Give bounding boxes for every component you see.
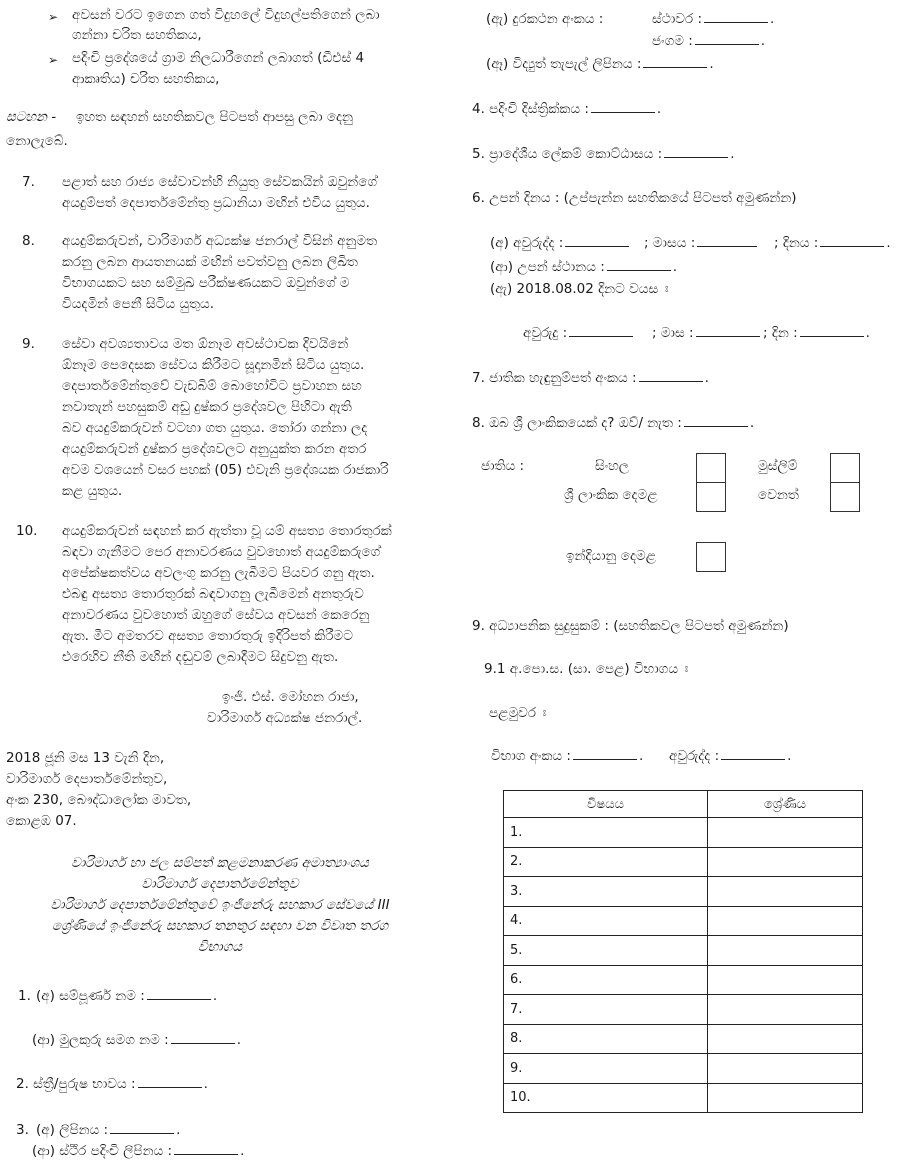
citizenship-label: 8. ඔබ ශ්‍රී ලාංකිකයෙක් ද? ඔව්/ නැත :	[472, 415, 682, 431]
row-number: 2.	[504, 847, 708, 877]
item-number: 9.	[22, 336, 35, 352]
indian-tamil-label: ඉන්දියානු දෙමළ	[566, 548, 657, 564]
item-8-line: වියදමින් පෙනී සිටිය යුතුය.	[62, 296, 215, 312]
sinhala-label: සිංහල	[595, 458, 630, 474]
item-9-line: ඕනෑම පෙදෙසක සේවය කිරීමට සූදානමින් සිටිය යුතුය.	[62, 357, 365, 373]
table-row[interactable]	[504, 877, 863, 907]
note-text: නොලැබේ.	[6, 133, 68, 149]
table-row[interactable]	[504, 906, 863, 936]
item-number: 8.	[22, 233, 35, 249]
row-number: 4.	[504, 906, 708, 936]
item-10-line: ඇත. මීට අමතරව අසත්‍ය තොරතුරු ඉදිරිපත් කිරීමට	[62, 628, 353, 644]
item-7-line: අයදුම්පත් දෙපාර්තමේන්තු ප්‍රධානියා මඟින් එවිය යුතුය.	[62, 195, 370, 211]
item-10-line: අයදුම්කරුවන් සඳහන් කර ඇත්තා වූ යම් අසත්‍ය තොරතුරක්	[62, 523, 392, 539]
birth-day-label: ; දිනය :	[774, 235, 819, 251]
bullet-line: පදිංචි ප්‍රදේශයේ ග්‍රාම නිලධාරීගෙන් ලබාගත් (ඩීඑස් 4	[72, 50, 365, 66]
permanent-address-field[interactable]: (ආ) ස්ථිර පදිංචි ලිපිනය : .	[32, 1143, 245, 1159]
sl-tamil-checkbox[interactable]	[696, 482, 726, 512]
ds-division-field[interactable]: 5. ප්‍රාදේශීය ලේකම් කොට්ඨාසය : .	[472, 146, 735, 162]
ds-division-label: 5. ප්‍රාදේශීය ලේකම් කොට්ඨාසය :	[472, 146, 663, 162]
item-8-line: විභාගයකට සහ සම්මුඛ පරීක්ෂණයකට ඔවුන්ගේ ම	[62, 275, 350, 291]
full-name-label: (අ) සම්පූර්ණ නම :	[36, 988, 145, 1004]
nic-label: 7. ජාතික හැඳුනුම්පත් අංකය :	[472, 370, 637, 386]
row-number: 1.	[504, 818, 708, 848]
address-label: (අ) ලිපිනය :	[36, 1122, 109, 1138]
birth-year-label: (අ) අවුරුද්ද :	[490, 235, 564, 251]
table-row[interactable]	[504, 818, 863, 848]
grade-column-header: ශ්‍රේණිය	[708, 791, 863, 818]
gender-label: 2. ස්ත්‍රී/පුරුෂ භාවය :	[16, 1076, 136, 1092]
first-attempt-label: පළමුවර ඃ	[489, 705, 547, 721]
muslim-label: මුස්ලිම්	[758, 458, 798, 474]
item-8-line: අයදුම්කරුවන්, වාරිමාර්ග අධ්‍යක්ෂ ජනරාල් විසින් අනුමත	[62, 233, 378, 249]
table-row[interactable]	[504, 847, 863, 877]
row-number: 8.	[504, 1024, 708, 1054]
email-label: (ඈ) විද්‍යුත් තැපැල් ලිපිනය :	[486, 56, 642, 72]
field-number: 3.	[16, 1122, 29, 1138]
indian-tamil-checkbox[interactable]	[696, 542, 726, 572]
district-label: 4. පදිංචි දිස්ත්‍රික්කය :	[472, 101, 589, 117]
citizenship-field[interactable]: 8. ඔබ ශ්‍රී ලාංකිකයෙක් ද? ඔව්/ නැත : .	[472, 415, 755, 431]
signatory-title: වාරිමාර්ග අධ්‍යක්ෂ ජනරාල්.	[207, 710, 363, 726]
exam-heading: විභාගය	[197, 939, 243, 955]
initials-name-label: (ආ) මුලකුරු සමග නම :	[32, 1032, 169, 1048]
exam-year-field[interactable]: අවුරුද්ද : .	[669, 748, 792, 764]
muslim-checkbox[interactable]	[830, 453, 860, 483]
exam-heading: වාරිමාර්ග දෙපාර්තමේන්තුවේ ඉංජිනේරු සහකාර සේවයේ III	[50, 897, 390, 913]
email-field[interactable]: (ඈ) විද්‍යුත් තැපැල් ලිපිනය : .	[486, 56, 714, 72]
item-number: 10.	[16, 523, 38, 539]
item-10-line: එබඳු අසත්‍ය තොරතුරක් බඳවාගනු ලැබීමෙන් අනතුරුව	[62, 586, 364, 602]
grade-cell[interactable]	[708, 1054, 863, 1084]
item-9-line: අවම වශයෙන් වසර පහක් (05) එවැනි ප්‍රදේශයක රාජකාරි	[62, 462, 389, 478]
permanent-address-label: (ආ) ස්ථිර පදිංචි ලිපිනය :	[32, 1143, 173, 1159]
row-number: 9.	[504, 1054, 708, 1084]
initials-name-field[interactable]: (ආ) මුලකුරු සමග නම : .	[32, 1032, 241, 1048]
bullet-line: ආකෘතිය) චරිත සහතිකය,	[72, 71, 220, 87]
table-row[interactable]	[504, 1054, 863, 1084]
address-line: වාරිමාර්ග දෙපාර්තමේන්තුව,	[6, 771, 168, 787]
grade-cell[interactable]	[708, 936, 863, 966]
ol-exam-heading: 9.1 අ.පො.ස. (සා. පෙළ) විභාගය ඃ	[484, 661, 689, 677]
ministry-heading: වාරිමාර්ග හා ජල සම්පත් කළමනාකරණ අමාත්‍යාංශය	[71, 855, 369, 871]
table-header-row	[504, 791, 863, 818]
item-9-line: සේවා අවශ්‍යතාවය මත ඕනෑම අවස්ථාවක දිවයිනේ	[62, 336, 349, 352]
grade-cell[interactable]	[708, 906, 863, 936]
row-number: 10.	[504, 1083, 708, 1113]
fixed-phone-field[interactable]: ස්ථාවර : .	[652, 11, 775, 27]
age-days-field[interactable]: ; දින : .	[763, 325, 870, 341]
exam-number-field[interactable]: විභාග අංකය : .	[491, 748, 644, 764]
exam-heading: ශ්‍රේණියේ ඉංජිනේරු සහකාර තනතුර සඳහා වන විවෘත තරග	[51, 918, 389, 934]
row-number: 6.	[504, 965, 708, 995]
full-name-field[interactable]: (අ) සම්පූර්ණ නම : .	[36, 988, 218, 1004]
grade-cell[interactable]	[708, 1024, 863, 1054]
birthplace-label: (ආ) උපන් ස්ථානය :	[490, 259, 605, 275]
address-line: අංක 230, බෞද්ධාලෝක මාවත,	[6, 792, 192, 808]
item-number: 7.	[22, 174, 35, 190]
item-10-line: බඳවා ගැනීමට පෙර අනාවරණය වුවහොත් අයදුම්කරුගේ	[62, 544, 381, 560]
address-line: 2018 ජූනි මස 13 වැනි දින,	[6, 750, 165, 766]
signatory-name: ඉංජි. එස්. මෝහන රාජා,	[222, 689, 359, 705]
gender-field[interactable]: 2. ස්ත්‍රී/පුරුෂ භාවය : .	[16, 1076, 208, 1092]
fixed-phone-label: ස්ථාවර :	[652, 11, 702, 27]
age-months-label: ; මාස :	[652, 325, 694, 341]
birth-month-label: ; මාසය :	[644, 235, 696, 251]
row-number: 7.	[504, 995, 708, 1025]
row-number: 3.	[504, 877, 708, 907]
table-row[interactable]	[504, 1083, 863, 1113]
table-row[interactable]	[504, 1024, 863, 1054]
age-months-field[interactable]	[652, 325, 762, 341]
nic-field[interactable]: 7. ජාතික හැඳුනුම්පත් අංකය : .	[472, 370, 709, 386]
age-heading: (ඇ) 2018.08.02 දිනට වයස ඃ	[490, 281, 669, 297]
exam-year-label: අවුරුද්ද :	[669, 748, 720, 764]
birth-month-field[interactable]	[644, 235, 759, 251]
sl-tamil-label: ශ්‍රී ලාංකික දෙමළ	[564, 487, 658, 503]
row-number: 5.	[504, 936, 708, 966]
item-10-line: අනාවරණය වුවහොත් ඔහුගේ සේවය අවසන් කෙරෙනු	[62, 607, 370, 623]
nationality-label: ජාතිය :	[481, 458, 525, 474]
bullet-arrow-icon: ➢	[48, 10, 59, 24]
grade-cell[interactable]	[708, 965, 863, 995]
telephone-label: (ඇ) දුරකථන අංකය :	[486, 11, 604, 27]
other-checkbox[interactable]	[830, 482, 860, 512]
age-years-field[interactable]	[523, 325, 635, 341]
item-9-line: කළ යුතුය.	[62, 483, 123, 499]
table-row[interactable]	[504, 936, 863, 966]
item-7-line: පළාත් සහ රාජ්‍ය සේවාවන්හි නියුතු සේවකයින් ඔවුන්ගේ	[62, 174, 378, 190]
grade-cell[interactable]	[708, 995, 863, 1025]
note-label: සටහන -	[6, 109, 57, 125]
birth-year-field[interactable]	[490, 235, 631, 251]
other-label: වෙනත්	[758, 487, 799, 503]
education-heading: 9. අධ්‍යාපනික සුදුසුකම් : (සහතිකවල පිටපත් අමුණන්න)	[472, 618, 789, 634]
grade-cell[interactable]	[708, 1083, 863, 1113]
address-field[interactable]: (අ) ලිපිනය : .	[36, 1122, 181, 1138]
item-8-line: කරනු ලබන ආයතනයක් මඟින් පවත්වනු ලබන ලිඛිත	[62, 254, 358, 270]
mobile-phone-label: ජංගම :	[652, 33, 693, 49]
item-9-line: බව අයදුම්කරුවන් වටහා ගත යුතුය. තෝරා ගන්නා ලද	[62, 420, 368, 436]
item-9-line: දෙපාර්තමේන්තුවේ වැඩබිම් බොහෝවිට ප්‍රවාහන සහ	[62, 378, 362, 394]
district-field[interactable]: 4. පදිංචි දිස්ත්‍රික්කය : .	[472, 101, 662, 117]
bullet-arrow-icon: ➢	[48, 53, 59, 67]
subject-column-header: විෂයය	[504, 791, 708, 818]
age-years-label: අවුරුදු :	[523, 325, 568, 341]
item-10-line: එරෙහිව නීති මඟින් දඬුවම් ලබාදීමට සිදුවනු ඇත.	[62, 649, 339, 665]
birth-day-field[interactable]: ; දිනය : .	[774, 235, 891, 251]
note-text: ඉහත සඳහන් සහතිකවල පිටපත් ආපසු ලබා දෙනු	[76, 109, 354, 125]
address-line: කොළඹ 07.	[6, 813, 77, 829]
sinhala-checkbox[interactable]	[696, 453, 726, 483]
department-heading: වාරිමාර්ග දෙපාර්තමේන්තුව	[141, 876, 299, 892]
item-9-line: අයදුම්කරුවන් දුෂ්කර ප්‍රදේශවලට අනුයුක්ත කරන අතර	[62, 441, 367, 457]
grade-cell[interactable]	[708, 818, 863, 848]
table-row[interactable]	[504, 965, 863, 995]
item-9-line: නවාතැන් පහසුකම් අඩු දුෂ්කර ප්‍රදේශවල පිහිටා ඇති	[62, 399, 352, 415]
birthdate-heading: 6. උපන් දිනය : (උප්පැන්න සහතිකයේ පිටපත් අමුණන්න)	[472, 190, 797, 206]
age-days-label: ; දින :	[763, 325, 798, 341]
exam-number-label: විභාග අංකය :	[491, 748, 571, 764]
grade-cell[interactable]	[708, 847, 863, 877]
table-row[interactable]	[504, 995, 863, 1025]
item-10-line: අපේක්ෂකත්වය අවලංගු කරනු ලැබීමට පියවර ගනු ඇත.	[62, 565, 375, 581]
results-table	[503, 790, 863, 1113]
mobile-phone-field[interactable]: ජංගම : .	[652, 33, 766, 49]
birthplace-field[interactable]: (ආ) උපන් ස්ථානය : .	[490, 259, 678, 275]
field-number: 1.	[18, 988, 31, 1004]
grade-cell[interactable]	[708, 877, 863, 907]
bullet-line: අවසන් වරට ඉගෙන ගත් විදුහලේ විදුහල්පතිගෙන් ලබා	[72, 7, 380, 23]
bullet-line: ගන්නා චරිත සහතිකය,	[72, 27, 202, 43]
